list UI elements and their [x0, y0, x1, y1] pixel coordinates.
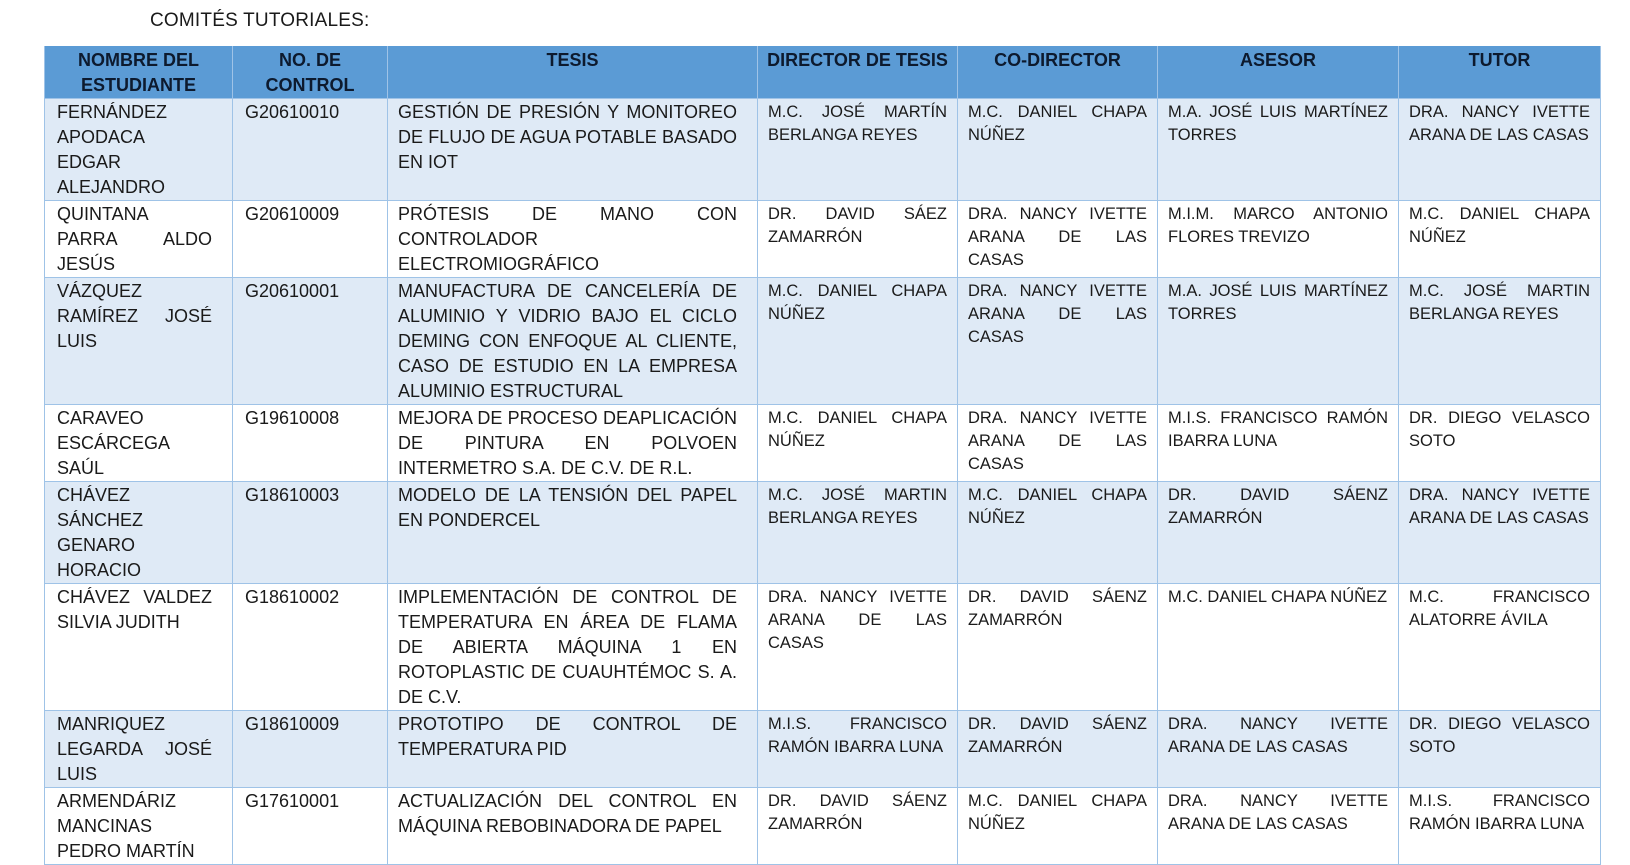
thesis-title: PRÓTESIS DE MANO CON CONTROLADOR ELECTROMIOGRÁFICO [388, 201, 758, 278]
thesis-director: M.C. JOSÉ MARTÍN BERLANGA REYES [758, 99, 958, 201]
advisor: M.I.M. MARCO ANTONIO FLORES TREVIZO [1158, 201, 1399, 278]
student-name: ARMENDÁRIZ MANCINAS PEDRO MARTÍN [45, 788, 233, 865]
tutor: M.C. DANIEL CHAPA NÚÑEZ [1399, 201, 1601, 278]
tutor: M.I.S. FRANCISCO RAMÓN IBARRA LUNA [1399, 788, 1601, 865]
column-header-thesis: TESIS [388, 46, 758, 99]
table-row [45, 99, 1601, 201]
tutorial-committees-table [44, 46, 1601, 865]
co-director: DR. DAVID SÁENZ ZAMARRÓN [958, 711, 1158, 788]
thesis-director: M.I.S. FRANCISCO RAMÓN IBARRA LUNA [758, 711, 958, 788]
student-name: CHÁVEZ VALDEZ SILVIA JUDITH [45, 584, 233, 711]
student-name: MANRIQUEZ LEGARDA JOSÉ LUIS [45, 711, 233, 788]
student-name: FERNÁNDEZ APODACA EDGAR ALEJANDRO [45, 99, 233, 201]
thesis-title: PROTOTIPO DE CONTROL DE TEMPERATURA PID [388, 711, 758, 788]
advisor: M.A. JOSÉ LUIS MARTÍNEZ TORRES [1158, 99, 1399, 201]
column-header-advisor: ASESOR [1158, 46, 1399, 99]
control-number: G18610003 [233, 482, 388, 584]
thesis-title: MODELO DE LA TENSIÓN DEL PAPEL EN PONDERCEL [388, 482, 758, 584]
control-number: G18610009 [233, 711, 388, 788]
column-header-codirector: CO-DIRECTOR [958, 46, 1158, 99]
advisor: M.A. JOSÉ LUIS MARTÍNEZ TORRES [1158, 278, 1399, 405]
table-row [45, 711, 1601, 788]
thesis-title: ACTUALIZACIÓN DEL CONTROL EN MÁQUINA REBOBINADORA DE PAPEL [388, 788, 758, 865]
thesis-title: MANUFACTURA DE CANCELERÍA DE ALUMINIO Y VIDRIO BAJO EL CICLO DEMING CON ENFOQUE AL CLIENTE, CASO DE ESTUDIO EN LA EMPRESA ALUMINIO ESTRUCTURAL [388, 278, 758, 405]
column-header-control: NO. DE CONTROL [233, 46, 388, 99]
advisor: M.C. DANIEL CHAPA NÚÑEZ [1158, 584, 1399, 711]
thesis-director: M.C. DANIEL CHAPA NÚÑEZ [758, 405, 958, 482]
co-director: DRA. NANCY IVETTE ARANA DE LAS CASAS [958, 201, 1158, 278]
control-number: G20610009 [233, 201, 388, 278]
co-director: M.C. DANIEL CHAPA NÚÑEZ [958, 788, 1158, 865]
co-director: DRA. NANCY IVETTE ARANA DE LAS CASAS [958, 405, 1158, 482]
thesis-director: DR. DAVID SÁENZ ZAMARRÓN [758, 788, 958, 865]
control-number: G20610010 [233, 99, 388, 201]
table-row [45, 482, 1601, 584]
tutor: DR. DIEGO VELASCO SOTO [1399, 711, 1601, 788]
column-header-student: NOMBRE DEL ESTUDIANTE [45, 46, 233, 99]
co-director: DR. DAVID SÁENZ ZAMARRÓN [958, 584, 1158, 711]
tutor: DRA. NANCY IVETTE ARANA DE LAS CASAS [1399, 99, 1601, 201]
advisor: M.I.S. FRANCISCO RAMÓN IBARRA LUNA [1158, 405, 1399, 482]
advisor: DR. DAVID SÁENZ ZAMARRÓN [1158, 482, 1399, 584]
column-header-tutor: TUTOR [1399, 46, 1601, 99]
thesis-title: GESTIÓN DE PRESIÓN Y MONITOREO DE FLUJO DE AGUA POTABLE BASADO EN IOT [388, 99, 758, 201]
control-number: G17610001 [233, 788, 388, 865]
tutor: M.C. JOSÉ MARTIN BERLANGA REYES [1399, 278, 1601, 405]
student-name: VÁZQUEZ RAMÍREZ JOSÉ LUIS [45, 278, 233, 405]
student-name: QUINTANA PARRA ALDO JESÚS [45, 201, 233, 278]
control-number: G19610008 [233, 405, 388, 482]
thesis-director: DR. DAVID SÁEZ ZAMARRÓN [758, 201, 958, 278]
page-title: COMITÉS TUTORIALES: [150, 10, 370, 31]
co-director: DRA. NANCY IVETTE ARANA DE LAS CASAS [958, 278, 1158, 405]
thesis-director: M.C. JOSÉ MARTIN BERLANGA REYES [758, 482, 958, 584]
table-row [45, 278, 1601, 405]
co-director: M.C. DANIEL CHAPA NÚÑEZ [958, 99, 1158, 201]
table-row [45, 584, 1601, 711]
thesis-director: DRA. NANCY IVETTE ARANA DE LAS CASAS [758, 584, 958, 711]
control-number: G20610001 [233, 278, 388, 405]
table-row [45, 201, 1601, 278]
advisor: DRA. NANCY IVETTE ARANA DE LAS CASAS [1158, 711, 1399, 788]
control-number: G18610002 [233, 584, 388, 711]
table-row [45, 405, 1601, 482]
tutor: DR. DIEGO VELASCO SOTO [1399, 405, 1601, 482]
tutor: DRA. NANCY IVETTE ARANA DE LAS CASAS [1399, 482, 1601, 584]
student-name: CHÁVEZ SÁNCHEZ GENARO HORACIO [45, 482, 233, 584]
student-name: CARAVEO ESCÁRCEGA SAÚL [45, 405, 233, 482]
co-director: M.C. DANIEL CHAPA NÚÑEZ [958, 482, 1158, 584]
thesis-director: M.C. DANIEL CHAPA NÚÑEZ [758, 278, 958, 405]
table-header-row [45, 46, 1601, 99]
advisor: DRA. NANCY IVETTE ARANA DE LAS CASAS [1158, 788, 1399, 865]
thesis-title: IMPLEMENTACIÓN DE CONTROL DE TEMPERATURA EN ÁREA DE FLAMA DE ABIERTA MÁQUINA 1 EN ROTOPLASTIC DE CUAUHTÉMOC S. A. DE C.V. [388, 584, 758, 711]
table-row [45, 788, 1601, 865]
thesis-title: MEJORA DE PROCESO DEAPLICACIÓN DE PINTURA EN POLVOEN INTERMETRO S.A. DE C.V. DE R.L. [388, 405, 758, 482]
tutor: M.C. FRANCISCO ALATORRE ÁVILA [1399, 584, 1601, 711]
column-header-director: DIRECTOR DE TESIS [758, 46, 958, 99]
